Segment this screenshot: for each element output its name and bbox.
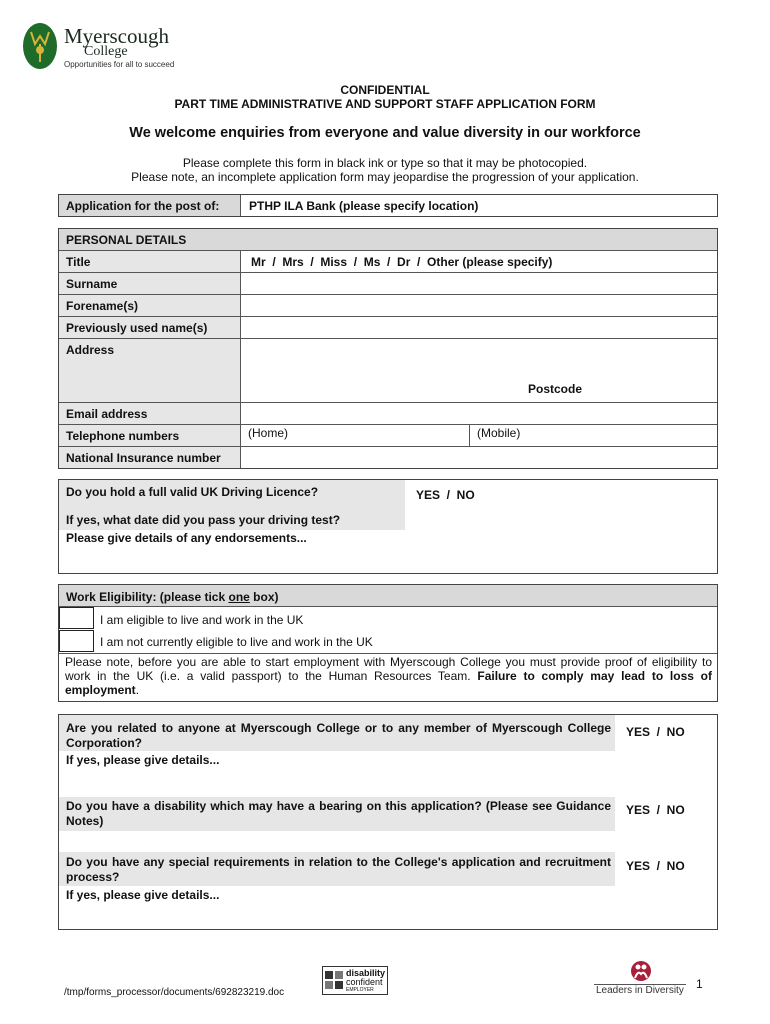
confidential-label: CONFIDENTIAL: [340, 83, 430, 97]
licence-yes-no[interactable]: YES / NO: [416, 488, 475, 502]
ni-number-field[interactable]: [242, 447, 716, 467]
forenames-field[interactable]: [242, 295, 716, 315]
instruction-ink: Please complete this form in black ink or type so that it may be photocopied.: [182, 156, 588, 170]
diversity-logo-text: Leaders in Diversity: [596, 985, 684, 996]
eligible-checkbox[interactable]: [59, 607, 94, 629]
email-field[interactable]: [242, 403, 716, 423]
disability-logo-line1: disability: [346, 968, 386, 978]
college-logo: [22, 22, 182, 72]
page-number: 1: [696, 977, 703, 991]
not-eligible-checkbox[interactable]: [59, 630, 94, 652]
eligibility-section: [58, 584, 718, 702]
form-title: PART TIME ADMINISTRATIVE AND SUPPORT STAFF APPLICATION FORM: [174, 97, 596, 111]
leaders-in-diversity-logo: [594, 960, 689, 998]
eligibility-note: Please note, before you are able to start employment with Myerscough College you must provide proof of eligibility to work in the UK (i.e. a valid passport) to the Human Resources Team. Failure to comply may lead to loss of employment.: [65, 655, 713, 697]
personal-details-heading: PERSONAL DETAILS: [66, 233, 187, 247]
ni-number-label: National Insurance number: [66, 451, 221, 465]
postcode-label: Postcode: [528, 382, 583, 396]
home-phone-field[interactable]: (Home): [248, 426, 289, 440]
previous-names-label: Previously used name(s): [66, 321, 208, 335]
surname-field[interactable]: [242, 273, 716, 293]
special-requirements-yes-no[interactable]: YES / NO: [626, 859, 685, 873]
surname-label: Surname: [66, 277, 118, 291]
personal-details-table: [58, 228, 718, 469]
email-label: Email address: [66, 407, 148, 421]
driving-section: [58, 479, 718, 574]
telephone-label: Telephone numbers: [66, 429, 180, 443]
special-details-label: If yes, please give details...: [66, 888, 220, 902]
related-details-label: If yes, please give details...: [66, 753, 220, 767]
document-path: /tmp/forms_processor/documents/692823219.doc: [64, 987, 285, 998]
instruction-incomplete: Please note, an incomplete application form may jeopardise the progression of your application.: [131, 170, 639, 184]
college-name-line2: College: [84, 44, 128, 59]
forenames-label: Forename(s): [66, 299, 139, 313]
mobile-phone-field[interactable]: (Mobile): [477, 426, 521, 440]
eligible-option-label: I am eligible to live and work in the UK: [100, 613, 304, 627]
disability-confident-icon: [325, 971, 343, 989]
eligibility-heading: Work Eligibility: (please tick one box): [66, 590, 279, 604]
disability-question: Do you have a disability which may have a bearing on this application? (Please see Guidance Notes): [66, 799, 611, 828]
disability-logo-line2: confident: [346, 977, 383, 987]
test-date-question: If yes, what date did you pass your driving test?: [66, 513, 341, 527]
post-row: [58, 194, 718, 217]
disability-confident-logo: [322, 966, 388, 995]
title-options[interactable]: Mr / Mrs / Miss / Ms / Dr / Other (please specify): [251, 255, 553, 269]
related-yes-no[interactable]: YES / NO: [626, 725, 685, 739]
declarations-section: [58, 714, 718, 930]
diversity-figures-icon: [626, 960, 656, 982]
post-label: Application for the post of:: [66, 199, 220, 213]
disability-logo-line3: EMPLOYER: [346, 987, 374, 993]
college-crest-icon: [22, 22, 58, 70]
title-label: Title: [66, 255, 91, 269]
related-question: Are you related to anyone at Myerscough College or to any member of Myerscough College Corporation?: [66, 721, 611, 750]
not-eligible-option-label: I am not currently eligible to live and work in the UK: [100, 635, 373, 649]
special-requirements-question: Do you have any special requirements in relation to the College's application and recruitment process?: [66, 855, 611, 884]
college-tagline: Opportunities for all to succeed: [64, 60, 175, 69]
disability-yes-no[interactable]: YES / NO: [626, 803, 685, 817]
post-value[interactable]: PTHP ILA Bank (please specify location): [249, 199, 479, 213]
welcome-statement: We welcome enquiries from everyone and value diversity in our workforce: [129, 125, 641, 141]
address-field[interactable]: [242, 339, 716, 401]
endorsements-label: Please give details of any endorsements...: [66, 531, 307, 545]
previous-names-field[interactable]: [242, 317, 716, 337]
college-name: Myerscough: [64, 24, 169, 48]
licence-question: Do you hold a full valid UK Driving Licence?: [66, 485, 319, 499]
address-label: Address: [66, 343, 115, 357]
